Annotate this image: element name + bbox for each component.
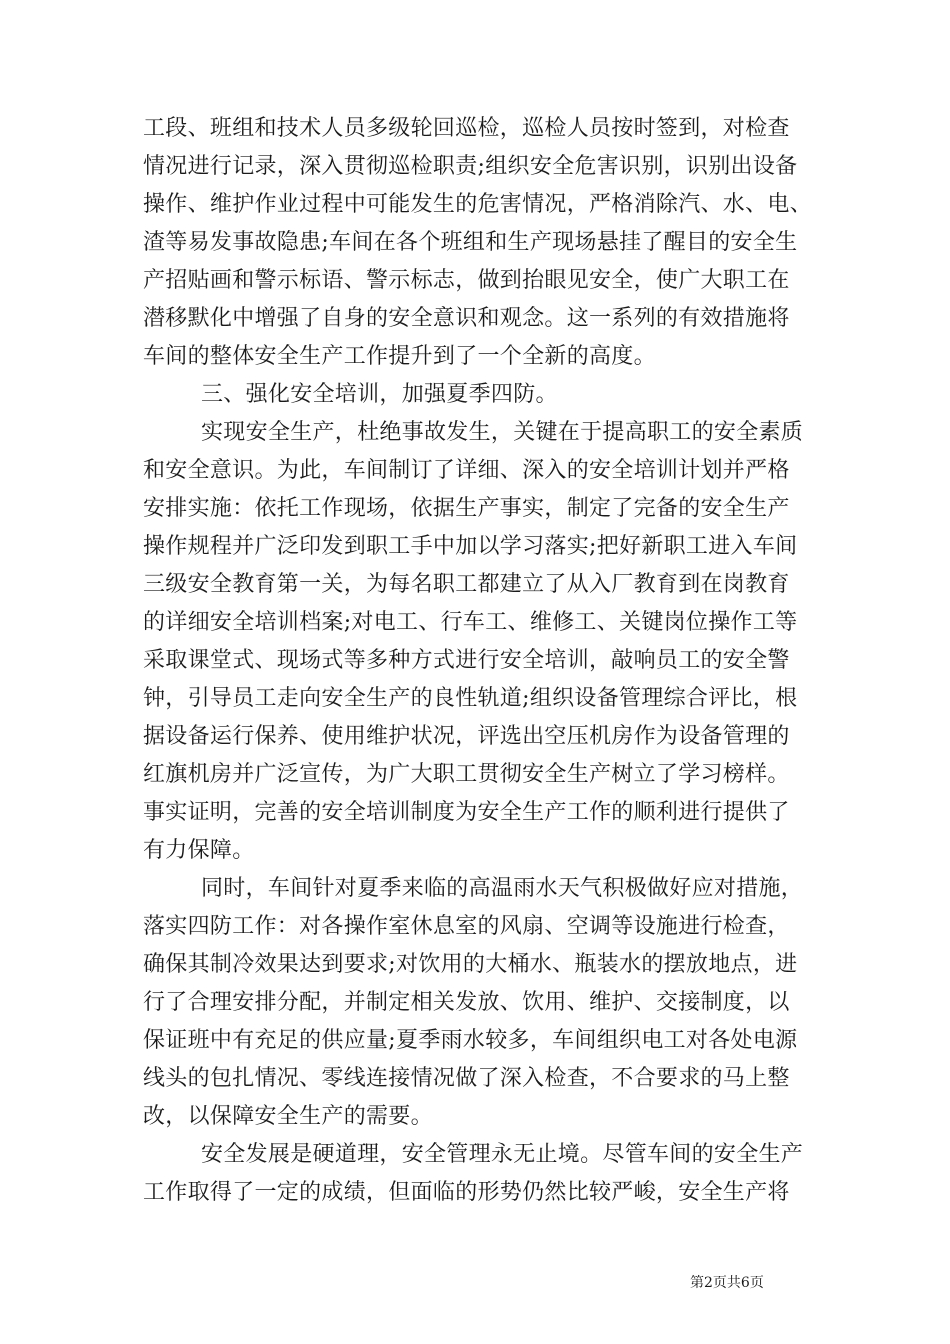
text-line: 行了合理安排分配，并制定相关发放、饮用、维护、交接制度，以: [143, 990, 790, 1015]
text-line: 确保其制冷效果达到要求;对饮用的大桶水、瓶装水的摆放地点，进: [143, 952, 798, 977]
text-line: 改，以保障安全生产的需要。: [143, 1104, 433, 1129]
text-line: 的详细安全培训档案;对电工、行车工、维修工、关键岗位操作工等: [143, 610, 798, 635]
text-line: 工段、班组和技术人员多级轮回巡检，巡检人员按时签到，对检查: [143, 116, 790, 141]
body-text: [143, 110, 813, 1212]
text-line: 情况进行记录，深入贯彻巡检职责;组织安全危害识别，识别出设备: [143, 154, 798, 179]
text-line: 操作规程并广泛印发到职工手中加以学习落实;把好新职工进入车间: [143, 534, 798, 559]
paragraph-first-line: 安全发展是硬道理，安全管理永无止境。尽管车间的安全生产: [201, 1142, 804, 1167]
text-line: 红旗机房并广泛宣传，为广大职工贯彻安全生产树立了学习榜样。: [143, 762, 790, 787]
text-line: 落实四防工作：对各操作室休息室的风扇、空调等设施进行检查，: [143, 914, 790, 939]
text-line: 产招贴画和警示标语、警示标志，做到抬眼见安全，使广大职工在: [143, 268, 790, 293]
section-heading: 三、强化安全培训，加强夏季四防。: [201, 382, 558, 407]
text-line: 采取课堂式、现场式等多种方式进行安全培训，敲响员工的安全警: [143, 648, 790, 673]
paragraph-first-line: 实现安全生产，杜绝事故发生，关键在于提高职工的安全素质: [201, 420, 804, 445]
text-line: 工作取得了一定的成绩，但面临的形势仍然比较严峻，安全生产将: [143, 1180, 790, 1205]
page-number: 第2页共6页: [690, 1275, 764, 1291]
text-line: 保证班中有充足的供应量;夏季雨水较多，车间组织电工对各处电源: [143, 1028, 798, 1053]
text-line: 三级安全教育第一关，为每名职工都建立了从入厂教育到在岗教育: [143, 572, 790, 597]
text-line: 事实证明，完善的安全培训制度为安全生产工作的顺利进行提供了: [143, 800, 790, 825]
text-line: 车间的整体安全生产工作提升到了一个全新的高度。: [143, 344, 656, 369]
text-line: 渣等易发事故隐患;车间在各个班组和生产现场悬挂了醒目的安全生: [143, 230, 798, 255]
text-line: 和安全意识。为此，车间制订了详细、深入的安全培训计划并严格: [143, 458, 790, 483]
text-line: 钟，引导员工走向安全生产的良性轨道;组织设备管理综合评比，根: [143, 686, 798, 711]
paragraph-first-line: 同时，车间针对夏季来临的高温雨水天气积极做好应对措施，: [201, 876, 804, 901]
text-line: 线头的包扎情况、零线连接情况做了深入检查，不合要求的马上整: [143, 1066, 790, 1091]
text-line: 潜移默化中增强了自身的安全意识和观念。这一系列的有效措施将: [143, 306, 790, 331]
text-line: 有力保障。: [143, 838, 255, 863]
text-line: 操作、维护作业过程中可能发生的危害情况，严格消除汽、水、电、: [143, 192, 813, 217]
text-line: 据设备运行保养、使用维护状况，评选出空压机房作为设备管理的: [143, 724, 790, 749]
text-line: 安排实施：依托工作现场，依据生产事实，制定了完备的安全生产: [143, 496, 790, 521]
